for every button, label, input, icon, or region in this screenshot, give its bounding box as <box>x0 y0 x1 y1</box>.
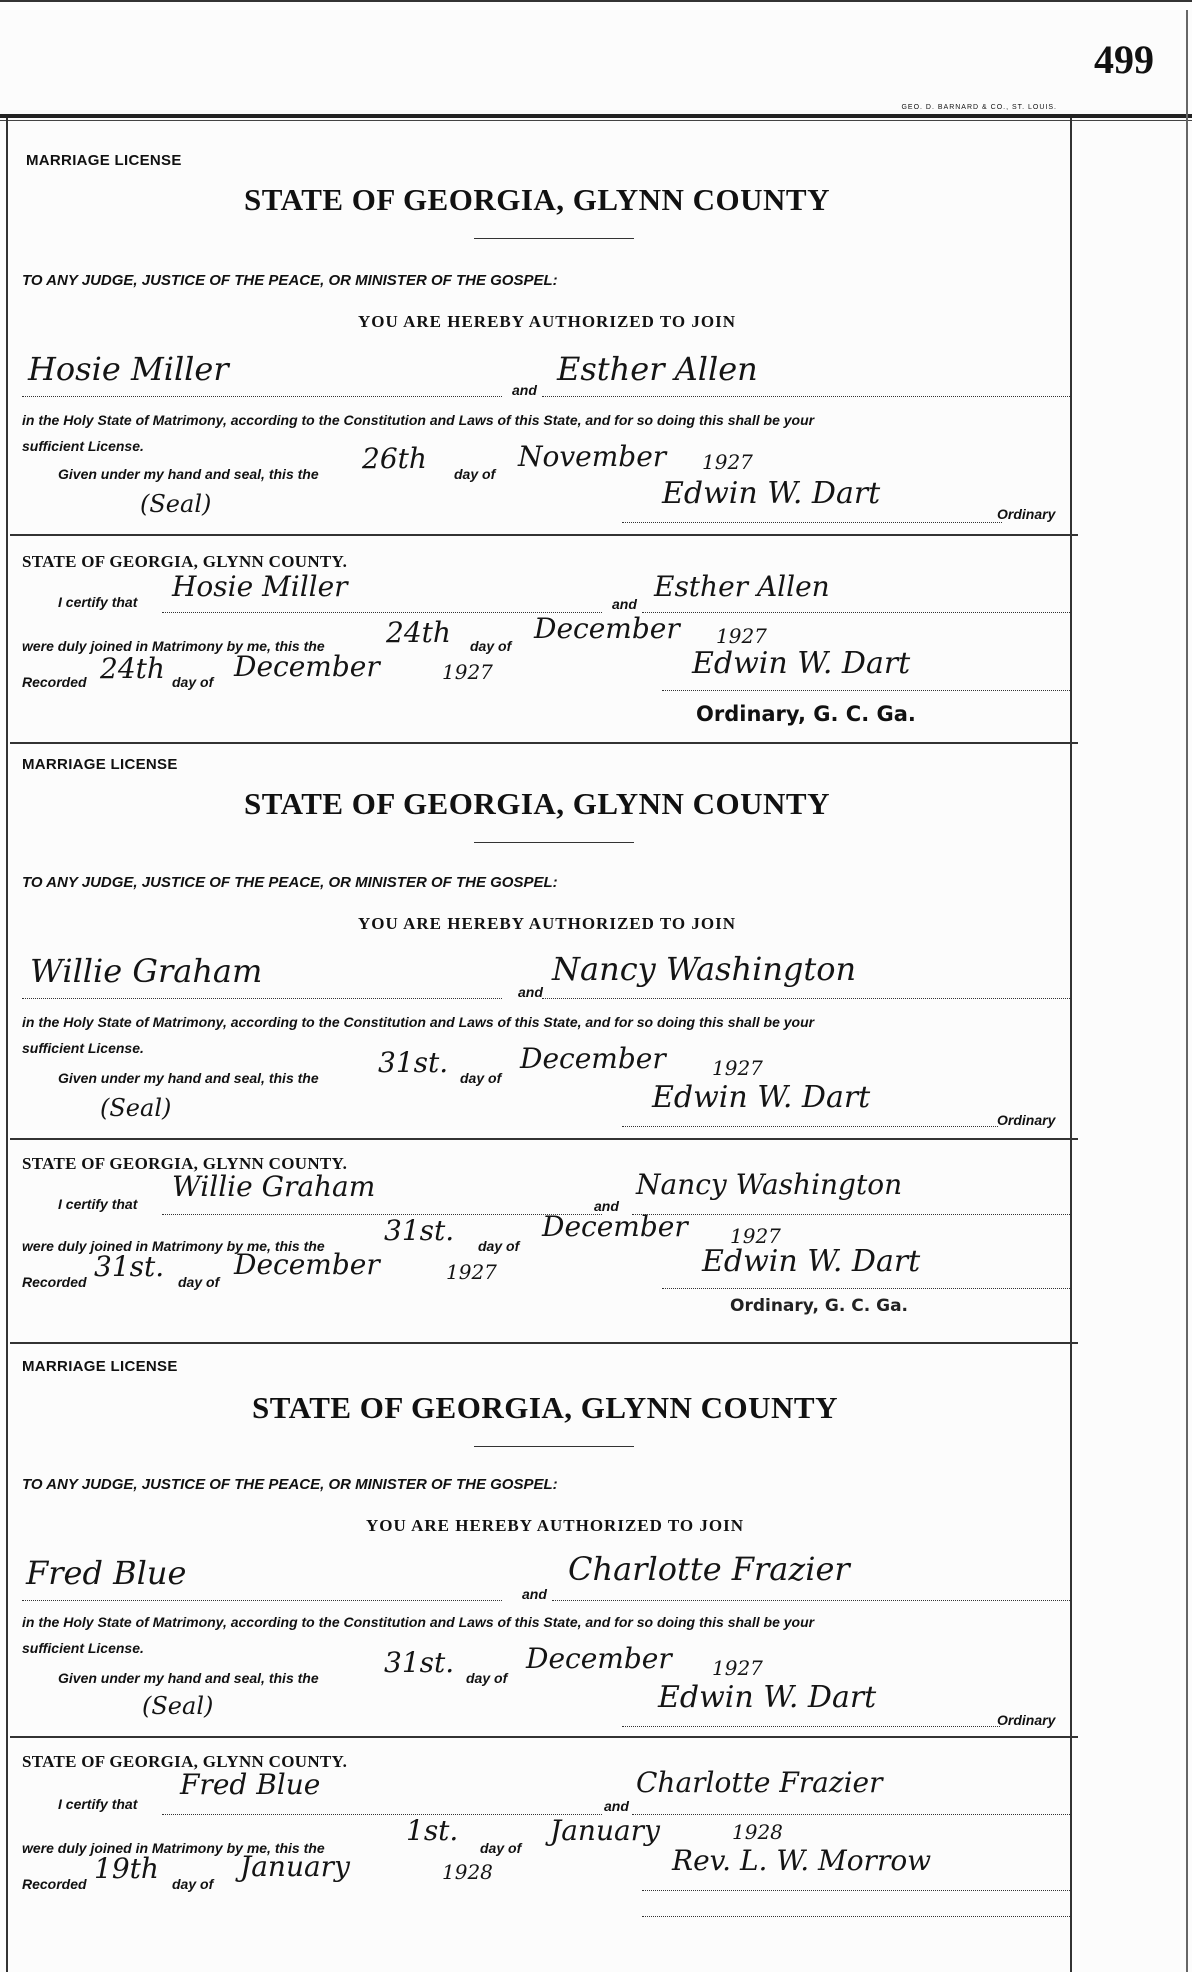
bride-line <box>552 1600 1072 1601</box>
recorded-label: Recorded <box>22 1876 87 1892</box>
cert-bride-name: Nancy Washington <box>636 1168 903 1201</box>
day-of-label: day of <box>460 1070 502 1086</box>
recorded-year: 1927 <box>446 1260 497 1284</box>
cert-groom-line <box>162 1814 602 1815</box>
recorded-year: 1928 <box>442 1860 493 1884</box>
groom-name: Willie Graham <box>30 952 263 990</box>
signature-line <box>622 522 1002 523</box>
cert-and-label: and <box>594 1198 619 1214</box>
groom-line <box>22 396 502 397</box>
given-under-label: Given under my hand and seal, this the <box>58 466 319 482</box>
recorded-month: December <box>234 1248 380 1281</box>
ordinary-stamp: Ordinary, G. C. Ga. <box>730 1296 908 1316</box>
license-label: MARRIAGE LICENSE <box>22 1358 178 1375</box>
license-record-1 <box>22 150 1078 740</box>
joined-month: December <box>534 612 680 645</box>
seal-mark: (Seal) <box>140 490 212 518</box>
license-label: MARRIAGE LICENSE <box>26 152 182 169</box>
joined-day-of-label: day of <box>470 638 512 654</box>
cert-groom-name: Willie Graham <box>172 1170 376 1203</box>
cert-groom-name: Fred Blue <box>180 1768 321 1801</box>
ordinary-label: Ordinary <box>997 506 1056 522</box>
state-title: STATE OF GEORGIA, GLYNN COUNTY <box>251 1390 838 1425</box>
joined-month: January <box>550 1814 660 1847</box>
recorded-day: 19th <box>94 1852 159 1885</box>
left-margin-line <box>6 118 8 1972</box>
and-label: and <box>522 1586 547 1602</box>
signature-line <box>622 1726 1000 1727</box>
officiant-line <box>662 1288 1070 1289</box>
given-under-label: Given under my hand and seal, this the <box>58 1670 319 1686</box>
printer-imprint: GEO. D. BARNARD & CO., ST. LOUIS. <box>901 104 1057 111</box>
cert-groom-line <box>162 1214 602 1215</box>
signature-line <box>622 1126 998 1127</box>
cert-bride-line <box>642 612 1070 613</box>
section-divider <box>10 1138 1078 1140</box>
authorized-line: YOU ARE HEREBY AUTHORIZED TO JOIN <box>358 312 736 331</box>
recorded-month: December <box>234 650 380 683</box>
ordinary-stamp: Ordinary, G. C. Ga. <box>696 702 916 726</box>
extra-line <box>642 1916 1072 1917</box>
issuer-signature: Edwin W. Dart <box>658 1680 877 1715</box>
cert-bride-name: Esther Allen <box>654 570 830 603</box>
recorded-day: 24th <box>100 652 165 685</box>
groom-line <box>22 998 502 999</box>
cert-bride-line <box>632 1814 1072 1815</box>
bride-name: Esther Allen <box>557 350 758 388</box>
section-divider <box>10 1736 1078 1738</box>
recorded-day-of-label: day of <box>172 1876 214 1892</box>
recorded-year: 1927 <box>442 660 493 684</box>
matrimony-text-1: in the Holy State of Matrimony, according to the Constitution and Laws of this State, and for so doing this shall be your <box>22 1614 815 1630</box>
joined-day-of-label: day of <box>478 1238 520 1254</box>
joined-year: 1927 <box>716 624 767 648</box>
bride-line <box>542 396 1070 397</box>
officiant-line <box>642 1890 1072 1891</box>
given-under-label: Given under my hand and seal, this the <box>58 1070 319 1086</box>
i-certify-label: I certify that <box>58 1196 138 1212</box>
page-top-edge <box>0 0 1192 14</box>
given-month: December <box>526 1642 672 1675</box>
duly-joined-label: were duly joined in Matrimony by me, this the <box>22 1238 325 1254</box>
joined-month: December <box>542 1210 688 1243</box>
officiant-line <box>662 690 1070 691</box>
issuer-signature: Edwin W. Dart <box>652 1080 871 1115</box>
title-rule <box>474 842 634 843</box>
certify-state: STATE OF GEORGIA, GLYNN COUNTY. <box>22 552 348 571</box>
given-day: 31st. <box>384 1646 455 1679</box>
header-rule-thin <box>0 120 1192 121</box>
joined-day-of-label: day of <box>480 1840 522 1856</box>
given-day: 31st. <box>378 1046 449 1079</box>
cert-bride-line <box>632 1214 1070 1215</box>
and-label: and <box>512 382 537 398</box>
recorded-day-of-label: day of <box>172 674 214 690</box>
state-title: STATE OF GEORGIA, GLYNN COUNTY <box>243 786 830 821</box>
given-year: 1927 <box>712 1656 763 1680</box>
recorded-day: 31st. <box>94 1250 165 1283</box>
matrimony-text-2: sufficient License. <box>22 1640 144 1656</box>
addressee-line: TO ANY JUDGE, JUSTICE OF THE PEACE, OR MINISTER OF THE GOSPEL: <box>22 272 558 289</box>
seal-mark: (Seal) <box>142 1692 214 1720</box>
cert-and-label: and <box>612 596 637 612</box>
license-label: MARRIAGE LICENSE <box>22 756 178 773</box>
groom-name: Hosie Miller <box>28 350 229 388</box>
officiant-signature: Edwin W. Dart <box>692 646 911 681</box>
joined-day: 1st. <box>406 1814 459 1847</box>
bride-name: Charlotte Frazier <box>568 1550 850 1588</box>
matrimony-text-2: sufficient License. <box>22 1040 144 1056</box>
section-divider <box>10 534 1078 536</box>
recorded-label: Recorded <box>22 674 87 690</box>
day-of-label: day of <box>454 466 496 482</box>
recorded-day-of-label: day of <box>178 1274 220 1290</box>
given-year: 1927 <box>712 1056 763 1080</box>
cert-and-label: and <box>604 1798 629 1814</box>
addressee-line: TO ANY JUDGE, JUSTICE OF THE PEACE, OR MINISTER OF THE GOSPEL: <box>22 1476 558 1493</box>
license-record-2 <box>22 754 1078 1344</box>
groom-name: Fred Blue <box>26 1554 187 1592</box>
bride-name: Nancy Washington <box>552 950 857 988</box>
joined-year: 1928 <box>732 1820 783 1844</box>
page-number: 499 <box>1094 37 1154 82</box>
joined-day: 31st. <box>384 1214 455 1247</box>
i-certify-label: I certify that <box>58 1796 138 1812</box>
title-rule <box>474 1446 634 1447</box>
matrimony-text-1: in the Holy State of Matrimony, according to the Constitution and Laws of this State, and for so doing this shall be your <box>22 412 815 428</box>
given-month: December <box>520 1042 666 1075</box>
certify-state: STATE OF GEORGIA, GLYNN COUNTY. <box>22 1752 348 1771</box>
authorized-line: YOU ARE HEREBY AUTHORIZED TO JOIN <box>366 1516 744 1535</box>
record-divider-1 <box>10 742 1078 744</box>
addressee-line: TO ANY JUDGE, JUSTICE OF THE PEACE, OR MINISTER OF THE GOSPEL: <box>22 874 558 891</box>
given-year: 1927 <box>702 450 753 474</box>
issuer-signature: Edwin W. Dart <box>662 476 881 511</box>
duly-joined-label: were duly joined in Matrimony by me, this the <box>22 1840 325 1856</box>
duly-joined-label: were duly joined in Matrimony by me, this the <box>22 638 325 654</box>
license-record-3 <box>22 1356 1078 1966</box>
record-divider-2 <box>10 1342 1078 1344</box>
and-label: and <box>518 984 543 1000</box>
ordinary-label: Ordinary <box>997 1112 1056 1128</box>
header-rule <box>0 114 1192 118</box>
ordinary-label: Ordinary <box>997 1712 1056 1728</box>
officiant-signature: Edwin W. Dart <box>702 1244 921 1279</box>
cert-groom-name: Hosie Miller <box>172 570 348 603</box>
authorized-line: YOU ARE HEREBY AUTHORIZED TO JOIN <box>358 914 736 933</box>
joined-day: 24th <box>386 616 451 649</box>
given-day: 26th <box>362 442 427 475</box>
matrimony-text-2: sufficient License. <box>22 438 144 454</box>
recorded-month: January <box>240 1850 350 1883</box>
title-rule <box>474 238 634 239</box>
recorded-label: Recorded <box>22 1274 87 1290</box>
officiant-signature: Rev. L. W. Morrow <box>672 1844 932 1877</box>
state-title: STATE OF GEORGIA, GLYNN COUNTY <box>243 182 830 217</box>
bride-line <box>542 998 1070 999</box>
page-edge-line <box>1186 10 1188 1972</box>
certify-state: STATE OF GEORGIA, GLYNN COUNTY. <box>22 1154 348 1173</box>
seal-mark: (Seal) <box>100 1094 172 1122</box>
given-month: November <box>518 440 667 473</box>
i-certify-label: I certify that <box>58 594 138 610</box>
groom-line <box>22 1600 502 1601</box>
cert-bride-name: Charlotte Frazier <box>636 1766 883 1799</box>
day-of-label: day of <box>466 1670 508 1686</box>
joined-year: 1927 <box>730 1224 781 1248</box>
matrimony-text-1: in the Holy State of Matrimony, according to the Constitution and Laws of this State, and for so doing this shall be your <box>22 1014 815 1030</box>
